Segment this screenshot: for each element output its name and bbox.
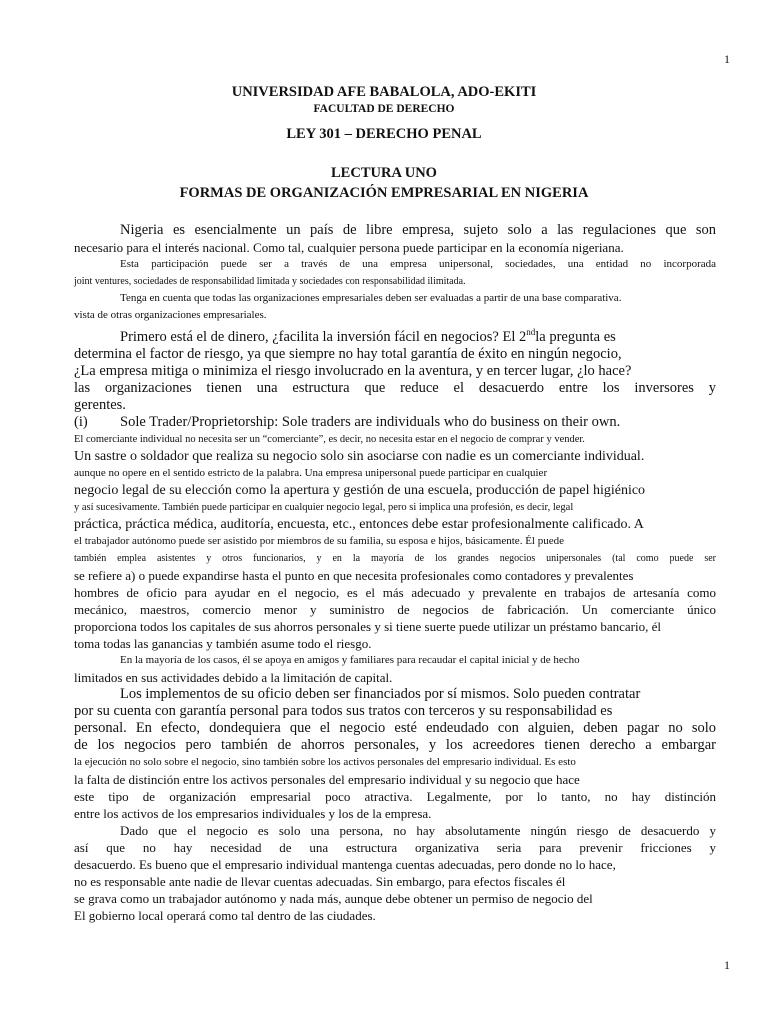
body-line xyxy=(74,324,716,346)
list-marker: (i) xyxy=(74,413,88,430)
body-line: no es responsable ante nadie de llevar cuentas adecuadas. Sin embargo, para efectos fiscales él xyxy=(74,873,566,889)
body-line: El comerciante individual no necesita ser un “comerciante”, es decir, no necesita estar en el negocio de comprar y vender. xyxy=(74,433,585,445)
body-line-part: Primero está el de dinero, ¿facilita la inversión fácil en negocios? El 2 xyxy=(120,328,527,345)
body-line: Tenga en cuenta que todas las organizaciones empresariales deben ser evaluadas a partir de una base comparativa. xyxy=(120,292,622,304)
body-line: práctica, práctica médica, auditoría, encuesta, etc., entonces debe estar profesionalmente calificado. A xyxy=(74,516,644,532)
body-line: El gobierno local operará como tal dentro de las ciudades. xyxy=(74,907,376,923)
body-line: desacuerdo. Es bueno que el empresario individual mantenga cuentas adecuadas, pero donde no lo hace, xyxy=(74,856,616,872)
body-line: de los negocios pero también de ahorros personales, y los acreedores tienen derecho a embargar xyxy=(74,736,716,753)
body-line: toma todas las ganancias y también asume todo el riesgo. xyxy=(74,635,372,651)
body-line: entre los activos de los empresarios individuales y los de la empresa. xyxy=(74,805,432,821)
faculty-heading: FACULTAD DE DERECHO xyxy=(313,103,455,115)
body-line: mecánico, maestros, comercio menor y suministro de negocios de fabricación. Un comerciante único xyxy=(74,601,716,617)
body-line: el trabajador autónomo puede ser asistido por miembros de su familia, su esposa e hijos, básicamente. Él puede xyxy=(74,534,564,547)
body-line: las organizaciones tienen una estructura que reduce el desacuerdo entre los inversores y xyxy=(74,379,716,396)
document-title: FORMAS DE ORGANIZACIÓN EMPRESARIAL EN NIGERIA xyxy=(179,185,589,201)
body-line: hombres de oficio para ayudar en el negocio, es el más adecuado y prevalente en trabajos de artesanía como xyxy=(74,584,716,600)
body-line: aunque no opere en el sentido estricto de la palabra. Una empresa unipersonal puede participar en cualquier xyxy=(74,466,548,479)
superscript-nd: nd xyxy=(526,327,536,337)
page-number-top: 1 xyxy=(724,52,730,66)
body-line: se refiere a) o puede expandirse hasta el punto en que necesita profesionales como contadores y prevalentes xyxy=(74,567,634,583)
list-item-line xyxy=(74,414,716,431)
document-body xyxy=(74,222,716,924)
body-line: así que no hay necesidad de una estructura organizativa seria para prevenir fricciones y xyxy=(74,839,716,855)
body-line: Un sastre o soldador que realiza su negocio solo sin asociarse con nadie es un comerciante individual. xyxy=(74,448,645,464)
lecture-heading: LECTURA UNO xyxy=(331,165,437,181)
course-heading: LEY 301 – DERECHO PENAL xyxy=(286,126,482,142)
body-line: este tipo de organización empresarial poco atractiva. Legalmente, por lo tanto, no hay distinción xyxy=(74,788,716,804)
body-line: necesario para el interés nacional. Como tal, cualquier persona puede participar en la economía nigeriana. xyxy=(74,240,624,255)
body-line: gerentes. xyxy=(74,396,126,413)
body-line: limitados en sus actividades debido a la limitación de capital. xyxy=(74,669,393,685)
body-line: la falta de distinción entre los activos personales del empresario individual y su negocio que hace xyxy=(74,771,580,787)
body-line: determina el factor de riesgo, ya que siempre no hay total garantía de éxito en ningún negocio, xyxy=(74,345,622,362)
body-line: En la mayoría de los casos, él se apoya en amigos y familiares para recaudar el capital inicial y de hecho xyxy=(120,653,580,666)
body-line: negocio legal de su elección como la apertura y gestión de una escuela, producción de papel higiénico xyxy=(74,482,646,498)
body-line: por su cuenta con garantía personal para todos sus tratos con terceros y su responsabilidad es xyxy=(74,702,613,719)
body-line: se grava como un trabajador autónomo y nada más, aunque debe obtener un permiso de negocio del xyxy=(74,890,593,906)
list-item-heading: Sole Trader/Proprietorship: Sole traders are individuals who do business on their own. xyxy=(120,413,621,430)
body-line: vista de otras organizaciones empresariales. xyxy=(74,309,267,321)
body-line-part: la pregunta es xyxy=(535,328,616,345)
page-number-bottom: 1 xyxy=(724,958,730,972)
body-line: también emplea asistentes y otros funcionarios, y en la mayoría de los grandes negocios unipersonales (tal como puede ser xyxy=(74,552,716,564)
body-line: Nigeria es esencialmente un país de libre empresa, sujeto solo a las regulaciones que son xyxy=(120,222,716,238)
body-line: ¿La empresa mitiga o minimiza el riesgo involucrado en la aventura, y en tercer lugar, ¿lo hace? xyxy=(74,362,632,379)
body-line: personal. En efecto, dondequiera que el negocio esté endeudado con alguien, deben pagar no solo xyxy=(74,719,716,736)
university-heading: UNIVERSIDAD AFE BABALOLA, ADO-EKITI xyxy=(231,84,537,100)
body-line: la ejecución no solo sobre el negocio, sino también sobre los activos personales del empresario individual. Es esto xyxy=(74,755,576,768)
body-line: Dado que el negocio es solo una persona, no hay absolutamente ningún riesgo de desacuerdo y xyxy=(120,822,716,838)
body-line: proporciona todos los capitales de sus ahorros personales y si tiene suerte puede utilizar un préstamo bancario, él xyxy=(74,618,661,634)
body-line: y así sucesivamente. También puede participar en cualquier negocio legal, pero si implica una profesión, es decir, legal xyxy=(74,501,574,513)
body-line: Los implementos de su oficio deben ser financiados por sí mismos. Solo pueden contratar xyxy=(120,685,641,702)
body-line: Esta participación puede ser a través de una empresa unipersonal, sociedades, una entidad no incorporada xyxy=(120,258,716,270)
body-line: joint ventures, sociedades de responsabilidad limitada y sociedades con responsabilidad ilimitada. xyxy=(74,276,466,287)
